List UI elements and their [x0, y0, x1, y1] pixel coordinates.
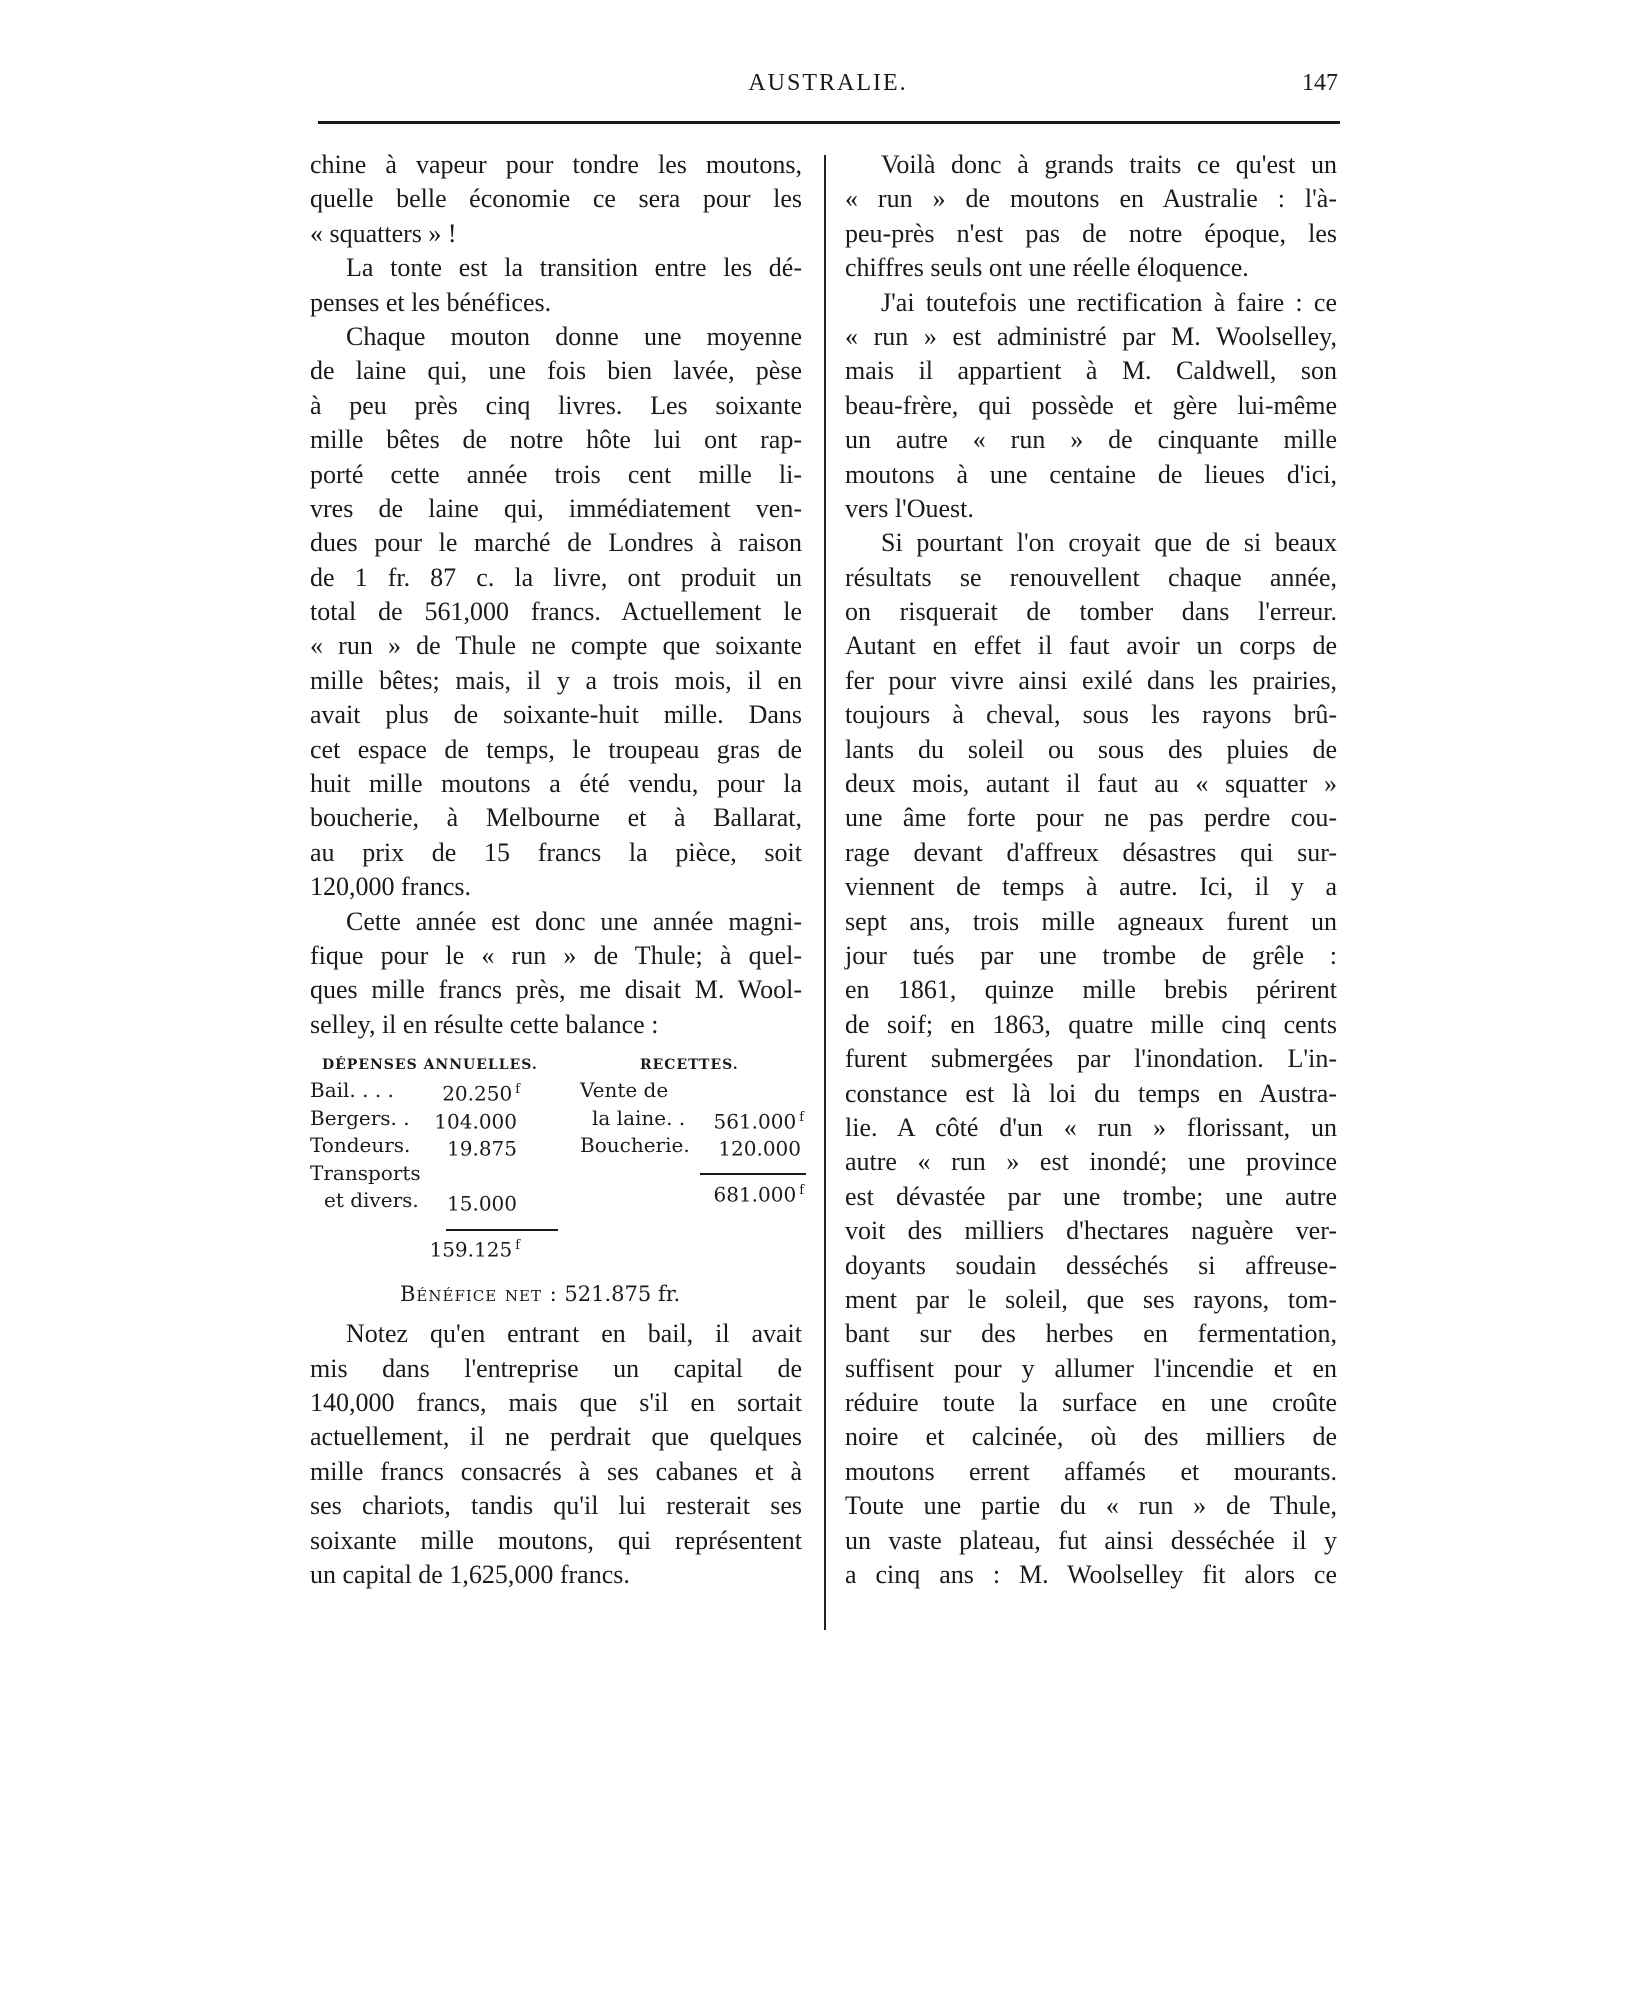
left-column	[310, 148, 802, 1592]
text-line: constance est là loi du temps en Austra-	[845, 1078, 1337, 1108]
text-line: vers l'Ouest.	[845, 493, 974, 523]
net-profit	[400, 1277, 680, 1311]
text-line: soixante mille moutons, qui représentent	[310, 1525, 802, 1555]
text-line: ques mille francs près, me disait M. Wool-	[310, 975, 802, 1005]
net-profit-value: 521.875 fr.	[564, 1282, 681, 1307]
text-line: rage devant d'affreux désastres qui sur-	[845, 837, 1337, 867]
expenses-total	[310, 1232, 520, 1260]
text-line: viennent de temps à autre. Ici, il y a	[845, 872, 1337, 902]
text-line: mille francs consacrés à ses cabanes et à	[310, 1456, 802, 1486]
column-divider	[824, 155, 826, 1630]
unit-mark: f	[515, 1238, 520, 1254]
balance-table	[310, 1042, 802, 1317]
text-line: total de 561,000 francs. Actuellement le	[310, 597, 802, 627]
text-line: furent submergées par l'inondation. L'in-	[845, 1044, 1337, 1074]
receipt-row	[580, 1131, 804, 1159]
text-line: un vaste plateau, fut ainsi desséchée il y	[845, 1525, 1337, 1555]
unit-mark: f	[799, 1183, 804, 1199]
text-line: selley, il en résulte cette balance :	[310, 1009, 659, 1039]
receipts-total	[310, 1177, 804, 1205]
net-profit-label: Bénéfice net :	[400, 1282, 558, 1307]
text-line: sept ans, trois mille agneaux furent un	[845, 906, 1337, 936]
text-line: « squatters » !	[310, 218, 457, 248]
text-line: penses et les bénéfices.	[310, 287, 552, 317]
text-line: autre « run » est inondé; une province	[845, 1147, 1337, 1177]
receipt-row	[580, 1076, 804, 1104]
text-line: de laine qui, une fois bien lavée, pèse	[310, 356, 802, 386]
receipt-label: Vente de	[580, 1078, 669, 1103]
receipt-label: la laine. .	[592, 1105, 686, 1130]
paragraph	[310, 1317, 802, 1592]
text-line: en 1861, quinze mille brebis périrent	[845, 975, 1337, 1005]
right-column	[845, 148, 1337, 1592]
expense-amount: 20.250	[442, 1081, 513, 1106]
receipt-label: Boucherie.	[580, 1133, 690, 1158]
text-line: fique pour le « run » de Thule; à quel-	[310, 940, 802, 970]
receipts-total-amount: 681.000	[713, 1182, 797, 1207]
expense-amount: 19.875	[447, 1136, 517, 1161]
text-line: cet espace de temps, le troupeau gras de	[310, 734, 802, 764]
text-line: un capital de 1,625,000 francs.	[310, 1559, 630, 1589]
text-line: Chaque mouton donne une moyenne	[346, 321, 802, 351]
text-line: mais il appartient à M. Caldwell, son	[845, 356, 1337, 386]
receipts-header: RECETTES.	[640, 1057, 739, 1074]
text-line: chine à vapeur pour tondre les moutons,	[310, 150, 802, 179]
text-line: Notez qu'en entrant en bail, il avait	[346, 1319, 802, 1349]
text-line: Voilà donc à grands traits ce qu'est un	[881, 150, 1337, 179]
paragraph	[310, 320, 802, 905]
text-line: noire et calcinée, où des milliers de	[845, 1422, 1337, 1452]
text-line: lants du soleil ou sous des pluies de	[845, 734, 1337, 764]
text-line: au prix de 15 francs la pièce, soit	[310, 837, 802, 867]
paragraph	[310, 905, 802, 1043]
text-line: suffisent pour y allumer l'incendie et en	[845, 1353, 1337, 1383]
text-line: « run » est administré par M. Woolselley,	[845, 321, 1337, 351]
text-line: dues pour le marché de Londres à raison	[310, 528, 802, 558]
expense-amount: 15.000	[447, 1191, 517, 1216]
text-line: jour tués par une trombe de grêle :	[845, 940, 1337, 970]
text-line: résultats se renouvellent chaque année,	[845, 562, 1337, 592]
expense-amount: 104.000	[434, 1109, 517, 1134]
text-line: toujours à cheval, sous les rayons brû-	[845, 700, 1337, 730]
unit-mark: f	[799, 1109, 804, 1125]
text-line: boucherie, à Melbourne et à Ballarat,	[310, 803, 802, 833]
page-number: 147	[1302, 70, 1338, 96]
paragraph	[845, 286, 1337, 527]
receipt-amount: 561.000	[713, 1109, 797, 1134]
text-line: Cette année est donc une année magni-	[346, 906, 802, 936]
receipts-total-rule	[700, 1173, 806, 1175]
text-line: J'ai toutefois une rectification à faire : ce	[881, 287, 1337, 317]
text-line: ses chariots, tandis qu'il lui resterait ses	[310, 1491, 802, 1521]
expense-row	[310, 1104, 520, 1132]
header-rule	[318, 121, 1340, 124]
text-line: La tonte est la transition entre les dé-	[346, 253, 802, 283]
expense-label: Transports	[310, 1160, 421, 1185]
text-line: un autre « run » de cinquante mille	[845, 425, 1337, 455]
text-line: mis dans l'entreprise un capital de	[310, 1353, 802, 1383]
unit-mark: f	[515, 1082, 520, 1098]
text-line: avait plus de soixante-huit mille. Dans	[310, 700, 802, 730]
text-line: une âme forte pour ne pas perdre cou-	[845, 803, 1337, 833]
text-line: deux mois, autant il faut au « squatter »	[845, 769, 1337, 799]
expense-label: et divers.	[324, 1188, 419, 1213]
text-line: porté cette année trois cent mille li-	[310, 459, 802, 489]
text-line: vres de laine qui, immédiatement ven-	[310, 493, 802, 523]
expenses-header: DÉPENSES ANNUELLES.	[322, 1057, 538, 1074]
paragraph	[310, 251, 802, 320]
text-line: doyants soudain desséchés si affreuse-	[845, 1250, 1337, 1280]
text-line: quelle belle économie ce sera pour les	[310, 184, 802, 214]
text-line: voit des milliers d'hectares naguère ver-	[845, 1216, 1337, 1246]
text-line: de 1 fr. 87 c. la livre, ont produit un	[310, 562, 802, 592]
text-line: réduire toute la surface en une croûte	[845, 1388, 1337, 1418]
expense-row	[310, 1131, 520, 1159]
text-line: moutons à une centaine de lieues d'ici,	[845, 459, 1337, 489]
text-line: de soif; en 1863, quatre mille cinq cents	[845, 1009, 1337, 1039]
text-line: à peu près cinq livres. Les soixante	[310, 390, 802, 420]
expense-label: Bail. . . .	[310, 1078, 394, 1103]
text-line: est dévastée par une trombe; une autre	[845, 1181, 1337, 1211]
text-line: huit mille moutons a été vendu, pour la	[310, 769, 802, 799]
text-line: « run » de moutons en Australie : l'à-	[845, 184, 1337, 214]
expenses-total-amount: 159.125	[429, 1237, 513, 1262]
text-line: actuellement, il ne perdrait que quelques	[310, 1422, 802, 1452]
text-line: Autant en effet il faut avoir un corps de	[845, 631, 1337, 661]
expense-label: Bergers. .	[310, 1105, 410, 1130]
text-line: ment par le soleil, que ses rayons, tom-	[845, 1284, 1337, 1314]
text-line: mille bêtes de notre hôte lui ont rap-	[310, 425, 802, 455]
expenses-total-rule	[446, 1229, 558, 1231]
text-line: 120,000 francs.	[310, 872, 472, 902]
text-line: Toute une partie du « run » de Thule,	[845, 1491, 1337, 1521]
text-line: 140,000 francs, mais que s'il en sortait	[310, 1387, 802, 1417]
text-line: chiffres seuls ont une réelle éloquence.	[845, 253, 1249, 283]
text-line: moutons errent affamés et mourants.	[845, 1456, 1337, 1486]
expense-label: Tondeurs.	[310, 1133, 411, 1158]
text-line: « run » de Thule ne compte que soixante	[310, 631, 802, 661]
receipt-row	[592, 1104, 804, 1132]
receipt-amount: 120.000	[718, 1136, 801, 1161]
paragraph	[310, 148, 802, 251]
text-line: beau-frère, qui possède et gère lui-même	[845, 390, 1337, 420]
text-line: peu-près n'est pas de notre époque, les	[845, 218, 1337, 248]
paragraph	[845, 148, 1337, 286]
text-line: Si pourtant l'on croyait que de si beaux	[881, 528, 1337, 558]
text-line: on risquerait de tomber dans l'erreur.	[845, 597, 1337, 627]
paragraph	[845, 526, 1337, 1592]
running-title: AUSTRALIE.	[748, 70, 908, 96]
text-line: bant sur des herbes en fermentation,	[845, 1319, 1337, 1349]
text-line: a cinq ans : M. Woolselley fit alors ce	[845, 1560, 1337, 1590]
running-head	[318, 66, 1338, 106]
text-line: lie. A côté d'un « run » florissant, un	[845, 1112, 1337, 1142]
expense-row	[310, 1076, 520, 1104]
text-line: fer pour vivre ainsi exilé dans les prairies,	[845, 665, 1337, 695]
text-line: mille bêtes; mais, il y a trois mois, il en	[310, 665, 802, 695]
